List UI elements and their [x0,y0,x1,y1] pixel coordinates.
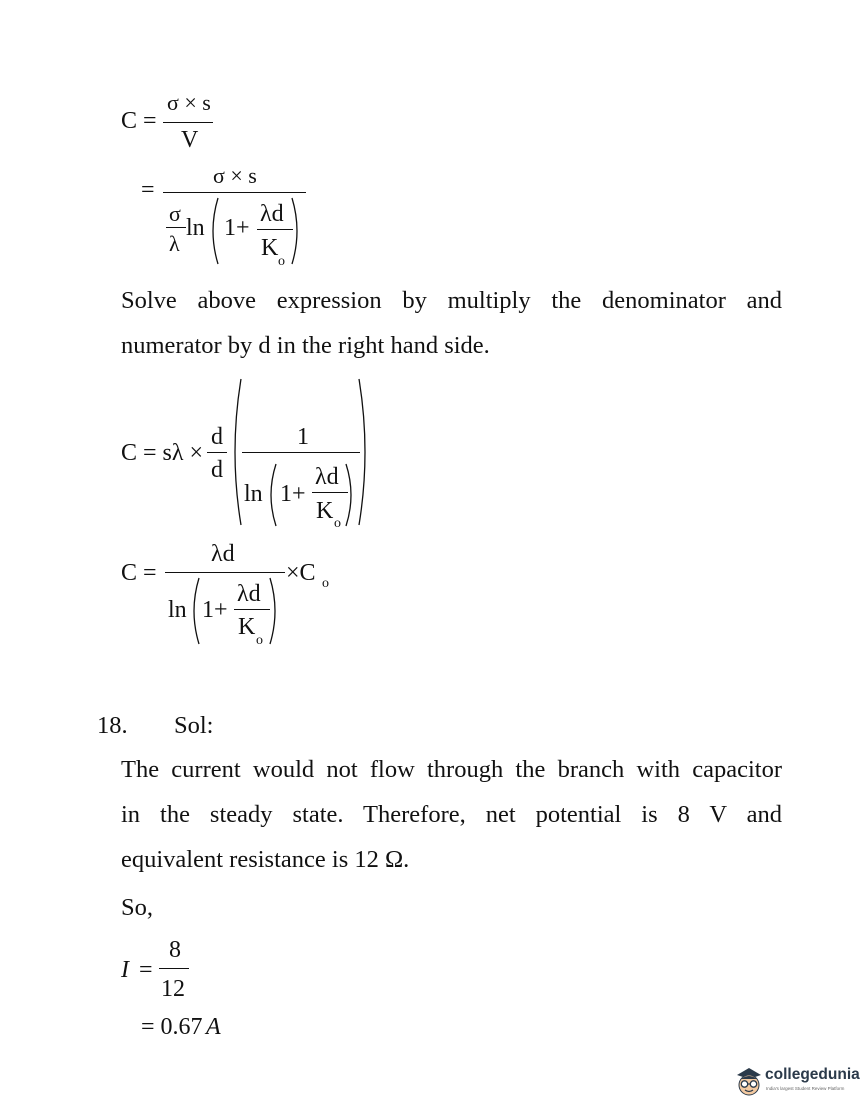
eq5-variable-i: I [121,957,129,983]
eq3-one-plus: 1+ [280,481,306,507]
eq3-lhs: C = sλ × [121,440,204,466]
eq1-numerator: σ × s [167,90,211,115]
eq3-d-denominator: d [211,457,223,483]
logo-tagline: India's largest Student Review Platform [766,1086,845,1091]
logo-wordmark: collegedunia [765,1066,860,1083]
eq2-equals: = [141,177,155,203]
eq4-ln: ln [168,597,187,623]
eq3-inner-bar [312,492,348,493]
solution-line-3: equivalent resistance is 12 Ω. [121,846,410,873]
eq2-fraction-bar [163,192,306,193]
eq2-sigma: σ [169,201,181,226]
eq5-denominator: 12 [161,976,185,1002]
eq3-inner-left-paren [264,462,278,528]
eq4-c-sub: o [322,576,329,591]
eq2-k: K [261,235,279,261]
solution-label: Sol: [174,712,214,739]
so-label: So, [121,894,154,921]
eq3-lambda-d: λd [315,464,339,490]
eq2-one-plus: 1+ [224,215,250,241]
collegedunia-logo [733,1062,860,1102]
eq5-unit: A [206,1014,221,1040]
question-number: 18. [97,712,128,739]
eq3-inner-right-paren [344,462,358,528]
explanation-paragraph [121,278,782,368]
eq4-inner-bar [234,609,270,610]
eq3-k: K [316,498,334,524]
eq2-lambda-d: λd [260,201,284,227]
eq4-lhs: C = [121,560,157,586]
solution-line-2: in the steady state. Therefore, net potential is 8 V and [121,801,782,828]
solution-line-1: The current would not flow through the branch with capacitor [121,756,782,783]
solution-paragraph [121,747,782,882]
explanation-line-2: numerator by d in the right hand side. [121,332,490,359]
eq3-d-numerator: d [211,424,223,450]
eq4-times-c: ×C [286,560,316,586]
eq3-ln: ln [244,481,263,507]
eq2-inner-bar [257,229,293,230]
eq1-fraction-bar [163,122,213,123]
eq4-k: K [238,614,256,640]
eq3-d-bar [207,452,227,453]
eq5-result: = 0.67 [141,1014,203,1040]
eq2-k-sub: o [278,254,285,269]
eq4-left-paren [187,576,201,646]
eq5-fraction-bar [159,968,189,969]
eq2-lambda: λ [169,231,180,256]
eq2-right-paren [290,196,304,266]
eq3-k-sub: o [334,516,341,531]
eq4-lambda-d: λd [237,581,261,607]
eq1-denominator: V [181,127,199,153]
eq4-numerator: λd [211,541,235,567]
eq3-outer-right-paren [357,377,373,527]
eq4-k-sub: o [256,633,263,648]
eq3-outer-left-paren [227,377,243,527]
eq3-one: 1 [297,424,309,450]
eq2-left-paren [206,196,220,266]
eq2-numerator: σ × s [213,163,257,188]
eq4-fraction-bar [165,572,285,573]
explanation-line-1: Solve above expression by multiply the denominator and [121,287,782,314]
eq5-numerator: 8 [169,937,181,963]
eq5-equals: = [139,957,153,983]
mascot-icon [733,1064,765,1098]
eq4-right-paren [268,576,282,646]
eq2-ln: ln [186,215,205,241]
eq2-sigma-bar [166,227,186,228]
eq1-lhs: C = [121,108,157,134]
eq3-main-bar [242,452,360,453]
eq4-one-plus: 1+ [202,597,228,623]
